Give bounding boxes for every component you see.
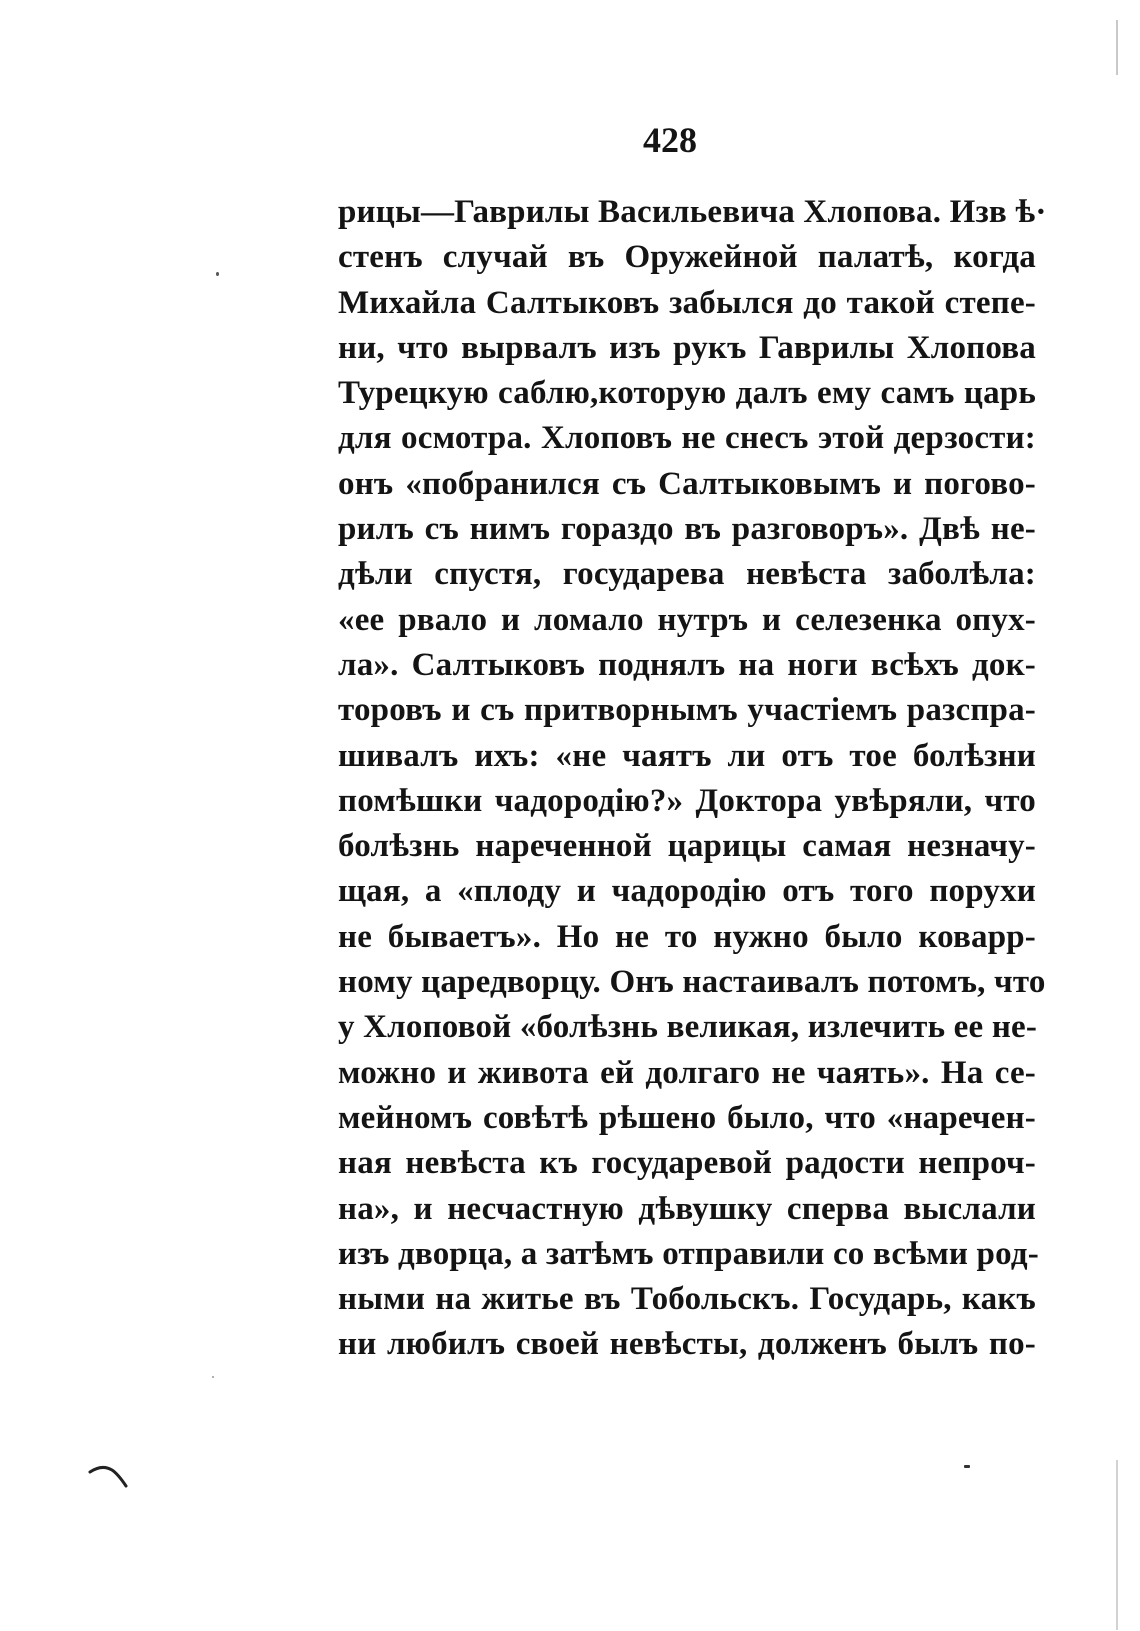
text-line: ни, что вырвалъ изъ рукъ Гаврилы Хлопова [338,329,1036,366]
text-line: стенъ случай въ Оружейной палатѣ, когда [338,239,1036,276]
text-line: рицы—Гаврилы Васильевича Хлопова. Изв ѣ· [338,194,1047,230]
text-line: рилъ съ нимъ гораздо въ разговоръ». Двѣ не- [338,511,1036,548]
scan-mark-icon [88,1462,136,1494]
text-line: можно и живота ей долгаго не чаять». На се- [338,1054,1036,1091]
text-line: болѣзнь нареченной царицы самая незначу- [338,828,1036,865]
text-line: не бываетъ». Но не то нужно было коварр- [338,918,1036,955]
scan-edge-line [1116,1460,1118,1630]
page-number: 428 [643,120,697,160]
text-line: щая, а «плоду и чадородію отъ того порухи [338,873,1036,910]
text-line: ному царедворцу. Онъ настаивалъ потомъ, что [338,964,1046,1001]
text-line: мейномъ совѣтѣ рѣшено было, что «наречен- [338,1099,1036,1136]
text-line: для осмотра. Хлоповъ не снесъ этой дерзости: [338,420,1036,457]
text-line: помѣшки чадородію?» Доктора увѣряли, что [338,782,1036,819]
scan-speck [216,272,219,276]
text-line: онъ «побранился съ Салтыковымъ и погово- [338,465,1036,502]
scan-speck [212,1376,214,1378]
text-line: ная невѣста къ государевой радости непроч- [338,1145,1036,1182]
text-line: шивалъ ихъ: «не чаятъ ли отъ тое болѣзни [338,737,1036,774]
text-line: Михайла Салтыковъ забылся до такой степе- [338,284,1036,321]
scan-edge-line [1116,20,1118,75]
text-line: изъ дворца, а затѣмъ отправили со всѣми род- [338,1235,1039,1272]
text-line: торовъ и съ притворнымъ участіемъ разспра- [338,692,1036,729]
scan-speck [964,1465,970,1468]
text-line: «ее рвало и ломало нутръ и селезенка опух- [338,601,1036,638]
text-line: Турецкую саблю,которую далъ ему самъ царь [338,375,1036,412]
body-text [338,190,1047,1368]
text-line: у Хлоповой «болѣзнь великая, излечить ее не- [338,1009,1038,1046]
text-line: дѣли спустя, государева невѣста заболѣла: [338,556,1036,593]
text-line: ла». Салтыковъ поднялъ на ноги всѣхъ док- [338,646,1036,683]
text-line: ными на житье въ Тобольскъ. Государь, какъ [338,1281,1036,1318]
text-line: на», и несчастную дѣвушку сперва выслали [338,1190,1036,1227]
text-line: ни любилъ своей невѣсты, долженъ былъ по- [338,1326,1036,1363]
